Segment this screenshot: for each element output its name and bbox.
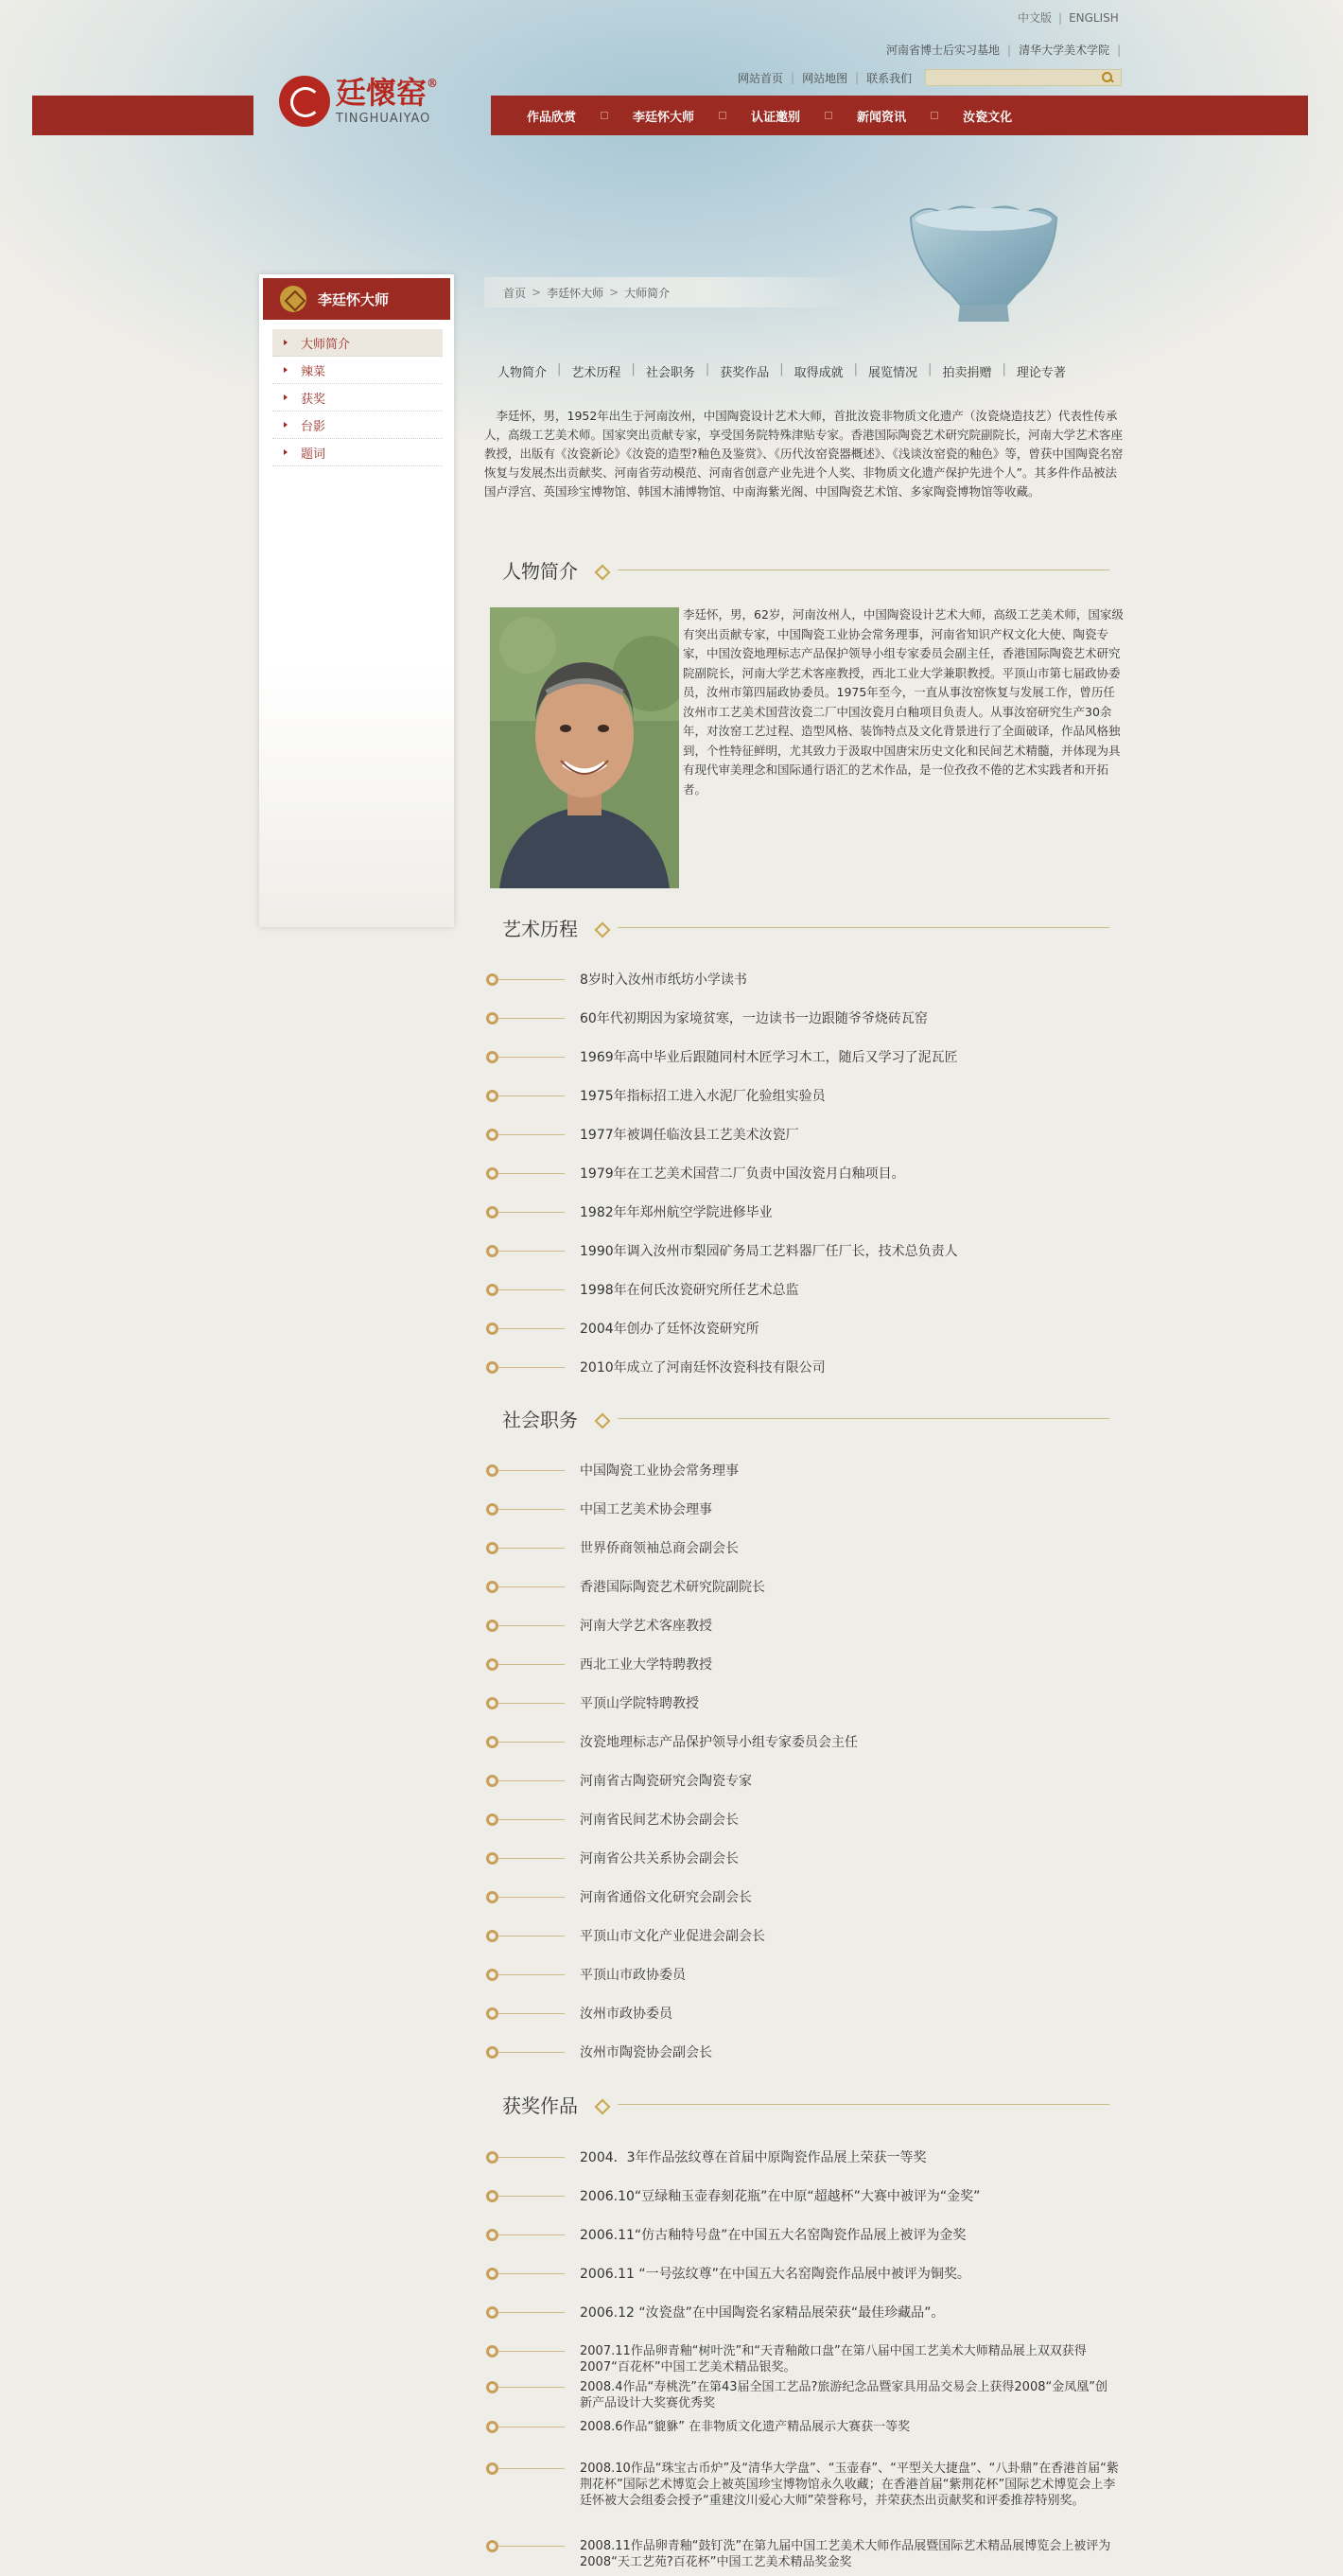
connector-line bbox=[498, 1742, 565, 1743]
nav-item-certification[interactable] bbox=[751, 107, 857, 125]
connector-line bbox=[498, 1586, 565, 1587]
link-contact[interactable]: 联系我们 bbox=[866, 71, 913, 85]
bullet-ring-icon bbox=[486, 1051, 498, 1063]
sidebar-item-label: 台影 bbox=[301, 419, 326, 434]
search-input[interactable] bbox=[932, 71, 1102, 84]
list-item-text: 平顶山学院特聘教授 bbox=[580, 1696, 699, 1711]
list-item-text: 河南省民间艺术协会副会长 bbox=[580, 1813, 739, 1828]
section-title-history bbox=[502, 914, 1109, 941]
list-item-text: 1977年被调任临汝县工艺美术汝瓷厂 bbox=[580, 1128, 799, 1143]
portrait-photo bbox=[490, 607, 679, 888]
list-item bbox=[486, 1127, 1119, 1165]
arrow-right-icon bbox=[284, 340, 288, 345]
ornament-icon bbox=[593, 566, 614, 575]
list-item-text: 2008.11作品卵青釉“鼓钉洗”在第九届中国工艺美术大师作品展暨国际艺术精品展博览会上被评为2008“天工艺苑?百花杯”中国工艺美术精品奖金奖 bbox=[580, 2539, 1111, 2569]
bullet-ring-icon bbox=[486, 1620, 498, 1632]
connector-line bbox=[498, 2312, 565, 2313]
list-item-text: 河南省通俗文化研究会副会长 bbox=[580, 1890, 752, 1905]
divider: | bbox=[1117, 44, 1122, 57]
list-item-text: 60年代初期因为家境贫寒，一边读书一边跟随爷爷烧砖瓦窑 bbox=[580, 1011, 928, 1026]
tab-awards[interactable]: 获奖作品 bbox=[720, 366, 770, 380]
tab-auctions[interactable]: 拍卖捐赠 bbox=[942, 366, 992, 380]
connector-line bbox=[498, 2351, 565, 2352]
list-item-text: 2006.10“豆绿釉玉壶春刻花瓶”在中原“超越杯”大赛中被评为“金奖” bbox=[580, 2189, 981, 2204]
logo-english: TINGHUAIYAO bbox=[336, 111, 431, 126]
divider: | bbox=[853, 362, 859, 377]
breadcrumb-separator: > bbox=[609, 286, 619, 299]
list-item-text: 1969年高中毕业后跟随同村木匠学习木工，随后又学习了泥瓦匠 bbox=[580, 1050, 958, 1065]
list-item bbox=[486, 1889, 1119, 1928]
list-item bbox=[486, 2188, 1119, 2227]
sidebar-item-photos[interactable] bbox=[272, 412, 443, 439]
list-item bbox=[486, 1359, 1119, 1398]
intro-text: 李廷怀，男，1952年出生于河南汝州，中国陶瓷设计艺术大师，首批汝瓷非物质文化遗产（汝瓷烧造技艺）代表性传承人，高级工艺美术师。国家突出贡献专家，享受国务院特殊津贴专家。香港国际陶瓷艺术研究院副院长，河南大学艺术客座教授，出版有《汝瓷新论》《汝瓷的造型?釉色及鉴赏》、《历代汝窑瓷器概述》、《浅谈汝窑瓷的釉色》等，曾获中国陶瓷名窑恢复与发展杰出贡献奖、河南省劳动模范、河南省创意产业先进个人奖、非物质文化遗产保护先进个人”。其多件作品被法国卢浮宫、英国珍宝博物馆、韩国木浦博物馆、中南海紫光阁、中国陶瓷艺术馆、多家陶瓷博物馆等收藏。 bbox=[484, 409, 1124, 499]
sidebar-item-label: 获奖 bbox=[301, 392, 326, 407]
list-item-text: 8岁时入汝州市纸坊小学读书 bbox=[580, 973, 747, 988]
arrow-right-icon bbox=[284, 449, 288, 455]
list-item bbox=[486, 2343, 1119, 2379]
language-switch bbox=[1018, 9, 1119, 26]
divider: | bbox=[779, 362, 784, 377]
bullet-ring-icon bbox=[486, 2462, 498, 2475]
list-item-text: 2004．3年作品弦纹尊在首届中原陶瓷作品展上荣获一等奖 bbox=[580, 2150, 927, 2165]
connector-line bbox=[498, 1703, 565, 1704]
section-title-text: 社会职务 bbox=[502, 1409, 578, 1431]
list-item-text: 2008.4作品“寿桃洗”在第43届全国工艺品?旅游纪念品暨家具用品交易会上获得2008“金凤凰”创新产品设计大奖赛优秀奖 bbox=[580, 2380, 1108, 2410]
connector-line bbox=[498, 1173, 565, 1174]
sidebar-header bbox=[263, 278, 450, 320]
list-item bbox=[486, 1204, 1119, 1243]
divider: | bbox=[557, 362, 562, 377]
list-item bbox=[486, 1967, 1119, 2006]
bullet-ring-icon bbox=[486, 1891, 498, 1903]
divider: | bbox=[1002, 362, 1006, 377]
registered-mark: ® bbox=[427, 76, 439, 90]
connector-line bbox=[498, 2013, 565, 2014]
bullet-ring-icon bbox=[486, 1012, 498, 1025]
bullet-ring-icon bbox=[486, 1167, 498, 1180]
ornament-icon bbox=[593, 923, 614, 933]
bullet-ring-icon bbox=[486, 2190, 498, 2202]
nav-label: 认证邀别 bbox=[751, 110, 801, 125]
search-box bbox=[925, 69, 1122, 86]
divider bbox=[618, 2104, 1109, 2105]
list-item bbox=[486, 1088, 1119, 1127]
nav-label: 新闻资讯 bbox=[857, 110, 907, 125]
connector-line bbox=[498, 1057, 565, 1058]
connector-line bbox=[498, 1134, 565, 1135]
connector-line bbox=[498, 1780, 565, 1781]
bullet-ring-icon bbox=[486, 2345, 498, 2357]
list-item-text: 河南省古陶瓷研究会陶瓷专家 bbox=[580, 1774, 752, 1789]
ornament-icon bbox=[593, 1414, 614, 1424]
bullet-ring-icon bbox=[486, 1542, 498, 1554]
bullet-ring-icon bbox=[486, 1284, 498, 1296]
bullet-ring-icon bbox=[486, 2381, 498, 2393]
divider: | bbox=[855, 71, 860, 84]
list-item-text: 河南大学艺术客座教授 bbox=[580, 1619, 712, 1634]
site-logo[interactable] bbox=[279, 76, 438, 127]
nav-item-works[interactable] bbox=[527, 107, 633, 125]
lang-english[interactable]: ENGLISH bbox=[1069, 11, 1119, 25]
divider: | bbox=[791, 71, 795, 84]
divider bbox=[618, 927, 1109, 928]
connector-line bbox=[498, 979, 565, 980]
connector-line bbox=[498, 1470, 565, 1471]
bullet-ring-icon bbox=[486, 1129, 498, 1141]
list-item-text: 1998年在何氏汝瓷研究所任艺术总监 bbox=[580, 1283, 799, 1298]
sidebar bbox=[259, 274, 454, 927]
list-item-text: 2007.11作品卵青釉“树叶洗”和“天青釉敞口盘”在第八届中国工艺美术大师精品展上双双获得2007“百花杯”中国工艺美术精品银奖。 bbox=[580, 2344, 1087, 2374]
nav-divider-icon bbox=[719, 112, 726, 119]
connector-line bbox=[498, 1212, 565, 1213]
link-tsinghua[interactable]: 清华大学美术学院 bbox=[1019, 44, 1110, 57]
bullet-ring-icon bbox=[486, 2046, 498, 2059]
breadcrumb-master[interactable]: 李廷怀大师 bbox=[547, 286, 604, 300]
connector-line bbox=[498, 1018, 565, 1019]
connector-line bbox=[498, 1251, 565, 1252]
list-item bbox=[486, 1463, 1119, 1501]
bullet-ring-icon bbox=[486, 1736, 498, 1748]
tab-history[interactable]: 艺术历程 bbox=[571, 366, 621, 380]
bullet-ring-icon bbox=[486, 1969, 498, 1981]
connector-line bbox=[498, 2387, 565, 2388]
connector-line bbox=[498, 2196, 565, 2197]
emblem-icon bbox=[280, 286, 306, 312]
list-item-text: 汝瓷地理标志产品保护领导小组专家委员会主任 bbox=[580, 1735, 858, 1750]
section-title-text: 人物简介 bbox=[502, 560, 578, 583]
list-item bbox=[486, 1049, 1119, 1088]
bullet-ring-icon bbox=[486, 2540, 498, 2552]
list-item bbox=[486, 2379, 1119, 2419]
search-icon[interactable] bbox=[1102, 72, 1115, 83]
sidebar-item-label: 题词 bbox=[301, 447, 326, 462]
list-item-text: 1982年年郑州航空学院进修毕业 bbox=[580, 1205, 773, 1220]
bullet-ring-icon bbox=[486, 1323, 498, 1335]
connector-line bbox=[498, 2273, 565, 2274]
list-item-text: 2006.11“仿古釉特号盘”在中国五大名窑陶瓷作品展上被评为金奖 bbox=[580, 2228, 967, 2243]
nav-divider-icon bbox=[931, 112, 938, 119]
lang-chinese[interactable]: 中文版 bbox=[1018, 11, 1053, 25]
connector-line bbox=[498, 1664, 565, 1665]
bullet-ring-icon bbox=[486, 1581, 498, 1593]
connector-line bbox=[498, 1897, 565, 1898]
list-item-text: 西北工业大学特聘教授 bbox=[580, 1657, 712, 1673]
nav-label: 汝瓷文化 bbox=[963, 110, 1013, 125]
nav-item-news[interactable] bbox=[857, 107, 963, 125]
nav-label: 作品欣赏 bbox=[527, 110, 577, 125]
list-item-text: 1975年指标招工进入水泥厂化验组实验员 bbox=[580, 1089, 826, 1104]
sidebar-item-label: 大师简介 bbox=[301, 337, 351, 352]
utility-links bbox=[738, 69, 1122, 86]
list-item-text: 世界侨商领袖总商会副会长 bbox=[580, 1541, 739, 1556]
connector-line bbox=[498, 1625, 565, 1626]
list-item bbox=[486, 1928, 1119, 1967]
bullet-ring-icon bbox=[486, 1658, 498, 1671]
link-home[interactable]: 网站首页 bbox=[738, 71, 784, 85]
sidebar-title: 李廷怀大师 bbox=[318, 290, 390, 308]
bullet-ring-icon bbox=[486, 1697, 498, 1709]
ornament-icon bbox=[593, 2100, 614, 2110]
bullet-ring-icon bbox=[486, 1464, 498, 1477]
section-title-text: 艺术历程 bbox=[502, 918, 578, 940]
connector-line bbox=[498, 1819, 565, 1820]
list-item bbox=[486, 1850, 1119, 1889]
list-item-text: 中国陶瓷工业协会常务理事 bbox=[580, 1463, 739, 1479]
connector-line bbox=[498, 2546, 565, 2547]
sidebar-item-label: 辣菜 bbox=[301, 364, 326, 379]
connector-line bbox=[498, 1858, 565, 1859]
list-item-text: 平顶山市政协委员 bbox=[580, 1968, 686, 1983]
arrow-right-icon bbox=[284, 367, 288, 373]
list-item bbox=[486, 972, 1119, 1010]
list-item-text: 汝州市政协委员 bbox=[580, 2006, 672, 2022]
section-tabs bbox=[497, 362, 1066, 380]
nav-bar-left bbox=[32, 96, 253, 135]
connector-line bbox=[498, 1974, 565, 1975]
divider: | bbox=[1007, 44, 1012, 57]
tab-profile[interactable]: 人物简介 bbox=[497, 366, 548, 380]
logo-chinese: 廷懷窑® bbox=[336, 74, 439, 111]
list-item-text: 河南省公共关系协会副会长 bbox=[580, 1851, 739, 1866]
list-item bbox=[486, 1734, 1119, 1773]
list-item bbox=[486, 2149, 1119, 2188]
bullet-ring-icon bbox=[486, 973, 498, 986]
bullet-ring-icon bbox=[486, 1206, 498, 1218]
connector-line bbox=[498, 1509, 565, 1510]
bullet-ring-icon bbox=[486, 2229, 498, 2241]
link-sitemap[interactable]: 网站地图 bbox=[802, 71, 848, 85]
bullet-ring-icon bbox=[486, 2306, 498, 2319]
sidebar-menu bbox=[272, 329, 443, 466]
list-item-text: 2008.10作品“珠宝古币炉”及“清华大学盘”、“玉壶春”、“平型关大捷盘”、“八卦鼎”在香港首届“紫荆花杯”国际艺术博览会上被英国珍宝博物馆永久收藏；在香港首届“紫荆花杯”国际艺术博览会上李廷怀被大会组委会授予“重建汶川爱心大师”荣誉称号，并荣获杰出贡献奖和评委推荐特别奖。 bbox=[580, 2462, 1119, 2508]
logo-text bbox=[336, 74, 439, 126]
bullet-ring-icon bbox=[486, 1245, 498, 1257]
list-item bbox=[486, 1656, 1119, 1695]
bullet-ring-icon bbox=[486, 1930, 498, 1942]
list-item-text: 香港国际陶瓷艺术研究院副院长 bbox=[580, 1580, 765, 1595]
connector-line bbox=[498, 2052, 565, 2053]
list-item-text: 2008.6作品“貔貅” 在非物质文化遗产精品展示大赛获一等奖 bbox=[580, 2420, 911, 2434]
connector-line bbox=[498, 1548, 565, 1549]
list-item-text: 2004年创办了廷怀汝瓷研究所 bbox=[580, 1322, 759, 1337]
main-nav bbox=[491, 96, 1308, 135]
connector-line bbox=[498, 2468, 565, 2469]
tab-posts[interactable]: 社会职务 bbox=[645, 366, 695, 380]
arrow-right-icon bbox=[284, 422, 288, 428]
link-postdoc-base[interactable]: 河南省博士后实习基地 bbox=[886, 44, 1001, 57]
history-timeline bbox=[486, 972, 1119, 1398]
list-item bbox=[486, 2044, 1119, 2083]
section-title-awards bbox=[502, 2091, 1109, 2118]
breadcrumb-separator: > bbox=[532, 286, 542, 299]
bullet-ring-icon bbox=[486, 1852, 498, 1865]
partner-links bbox=[886, 42, 1128, 58]
tab-theory[interactable]: 理论专著 bbox=[1016, 366, 1066, 380]
nav-divider-icon bbox=[601, 112, 608, 119]
connector-line bbox=[498, 2157, 565, 2158]
list-item bbox=[486, 1321, 1119, 1359]
list-item bbox=[486, 1618, 1119, 1656]
list-item-text: 平顶山市文化产业促进会副会长 bbox=[580, 1929, 765, 1944]
list-item-text: 1979年在工艺美术国营二厂负责中国汝瓷月白釉项目。 bbox=[580, 1166, 905, 1182]
nav-label: 李廷怀大师 bbox=[633, 110, 695, 125]
list-item bbox=[486, 2538, 1119, 2576]
connector-line bbox=[498, 1367, 565, 1368]
section-title-text: 获奖作品 bbox=[502, 2094, 578, 2117]
list-item bbox=[486, 2461, 1119, 2538]
list-item bbox=[486, 1282, 1119, 1321]
bullet-ring-icon bbox=[486, 1814, 498, 1826]
sidebar-item-profile[interactable] bbox=[272, 329, 443, 357]
tab-achievements[interactable]: 取得成就 bbox=[794, 366, 844, 380]
logo-emblem-icon bbox=[279, 76, 330, 127]
list-item-text: 2006.11 “一号弦纹尊”在中国五大名窑陶瓷作品展中被评为铜奖。 bbox=[580, 2267, 970, 2282]
list-item bbox=[486, 2227, 1119, 2266]
breadcrumb bbox=[484, 277, 863, 307]
list-item bbox=[486, 2419, 1119, 2461]
posts-list bbox=[486, 1463, 1119, 2083]
celadon-bowl-image bbox=[903, 199, 1064, 336]
section-title-posts bbox=[502, 1405, 1109, 1432]
tab-exhibitions[interactable]: 展览情况 bbox=[868, 366, 918, 380]
profile-text: 李廷怀，男，62岁，河南汝州人，中国陶瓷设计艺术大师，高级工艺美术师，国家级有突出贡献专家，中国陶瓷工业协会常务理事，河南省知识产权文化大使、陶瓷专家，中国汝瓷地理标志产品保护领导小组专家委员会副主任，香港国际陶瓷艺术研究院副院长，河南大学艺术客座教授，西北工业大学兼职教授。平顶山市第七届政协委员，汝州市第四届政协委员。1975年至今，一直从事汝窑恢复与发展工作，曾历任汝州市工艺美术国营汝瓷二厂中国汝瓷月白釉项目负责人。从事汝窑研究生产30余年，对汝窑工艺过程、造型风格、装饰特点及文化背景进行了全面破译，作品风格独到，个性特征鲜明，尤其致力于汲取中国唐宋历史文化和民间艺术精髓，并体现为具有现代审美理念和国际通行语汇的艺术作品，是一位孜孜不倦的艺术实践者和开拓者。 bbox=[683, 607, 1124, 797]
list-item bbox=[486, 1812, 1119, 1850]
divider: | bbox=[705, 362, 710, 377]
bullet-ring-icon bbox=[486, 2007, 498, 2020]
bullet-ring-icon bbox=[486, 1775, 498, 1787]
breadcrumb-current: 大师简介 bbox=[624, 286, 671, 300]
list-item bbox=[486, 2006, 1119, 2044]
bullet-ring-icon bbox=[486, 1503, 498, 1516]
bullet-ring-icon bbox=[486, 2268, 498, 2280]
divider: | bbox=[1058, 11, 1063, 25]
connector-line bbox=[498, 1095, 565, 1096]
list-item bbox=[486, 1165, 1119, 1204]
breadcrumb-home[interactable]: 首页 bbox=[503, 286, 527, 300]
nav-item-culture[interactable] bbox=[963, 107, 1012, 125]
divider bbox=[618, 1418, 1109, 1419]
nav-item-master[interactable] bbox=[633, 107, 751, 125]
bullet-ring-icon bbox=[486, 1361, 498, 1374]
list-item-text: 1990年调入汝州市梨园矿务局工艺料器厂任厂长，技术总负责人 bbox=[580, 1244, 958, 1259]
list-item bbox=[486, 1695, 1119, 1734]
list-item-text: 2006.12 “汝瓷盘”在中国陶瓷名家精品展荣获“最佳珍藏品”。 bbox=[580, 2305, 945, 2321]
sidebar-item-inscriptions[interactable] bbox=[272, 439, 443, 466]
divider: | bbox=[631, 362, 636, 377]
section-title-profile bbox=[502, 556, 1109, 584]
nav-divider-icon bbox=[825, 112, 832, 119]
list-item bbox=[486, 1579, 1119, 1618]
connector-line bbox=[498, 1328, 565, 1329]
list-item bbox=[486, 2266, 1119, 2304]
list-item-text: 2010年成立了河南廷怀汝瓷科技有限公司 bbox=[580, 1360, 826, 1376]
connector-line bbox=[498, 1289, 565, 1290]
sidebar-item-awards[interactable] bbox=[272, 384, 443, 412]
list-item-text: 中国工艺美术协会理事 bbox=[580, 1502, 712, 1517]
connector-line bbox=[498, 2234, 565, 2235]
divider: | bbox=[928, 362, 933, 377]
bullet-ring-icon bbox=[486, 1090, 498, 1102]
awards-list bbox=[486, 2149, 1119, 2576]
list-item bbox=[486, 1540, 1119, 1579]
bullet-ring-icon bbox=[486, 2421, 498, 2433]
arrow-right-icon bbox=[284, 394, 288, 400]
list-item bbox=[486, 1243, 1119, 1282]
list-item-text: 汝州市陶瓷协会副会长 bbox=[580, 2045, 712, 2060]
bullet-ring-icon bbox=[486, 2151, 498, 2164]
list-item bbox=[486, 2304, 1119, 2343]
list-item bbox=[486, 1773, 1119, 1812]
list-item bbox=[486, 1010, 1119, 1049]
sidebar-item-2[interactable] bbox=[272, 357, 443, 384]
list-item bbox=[486, 1501, 1119, 1540]
